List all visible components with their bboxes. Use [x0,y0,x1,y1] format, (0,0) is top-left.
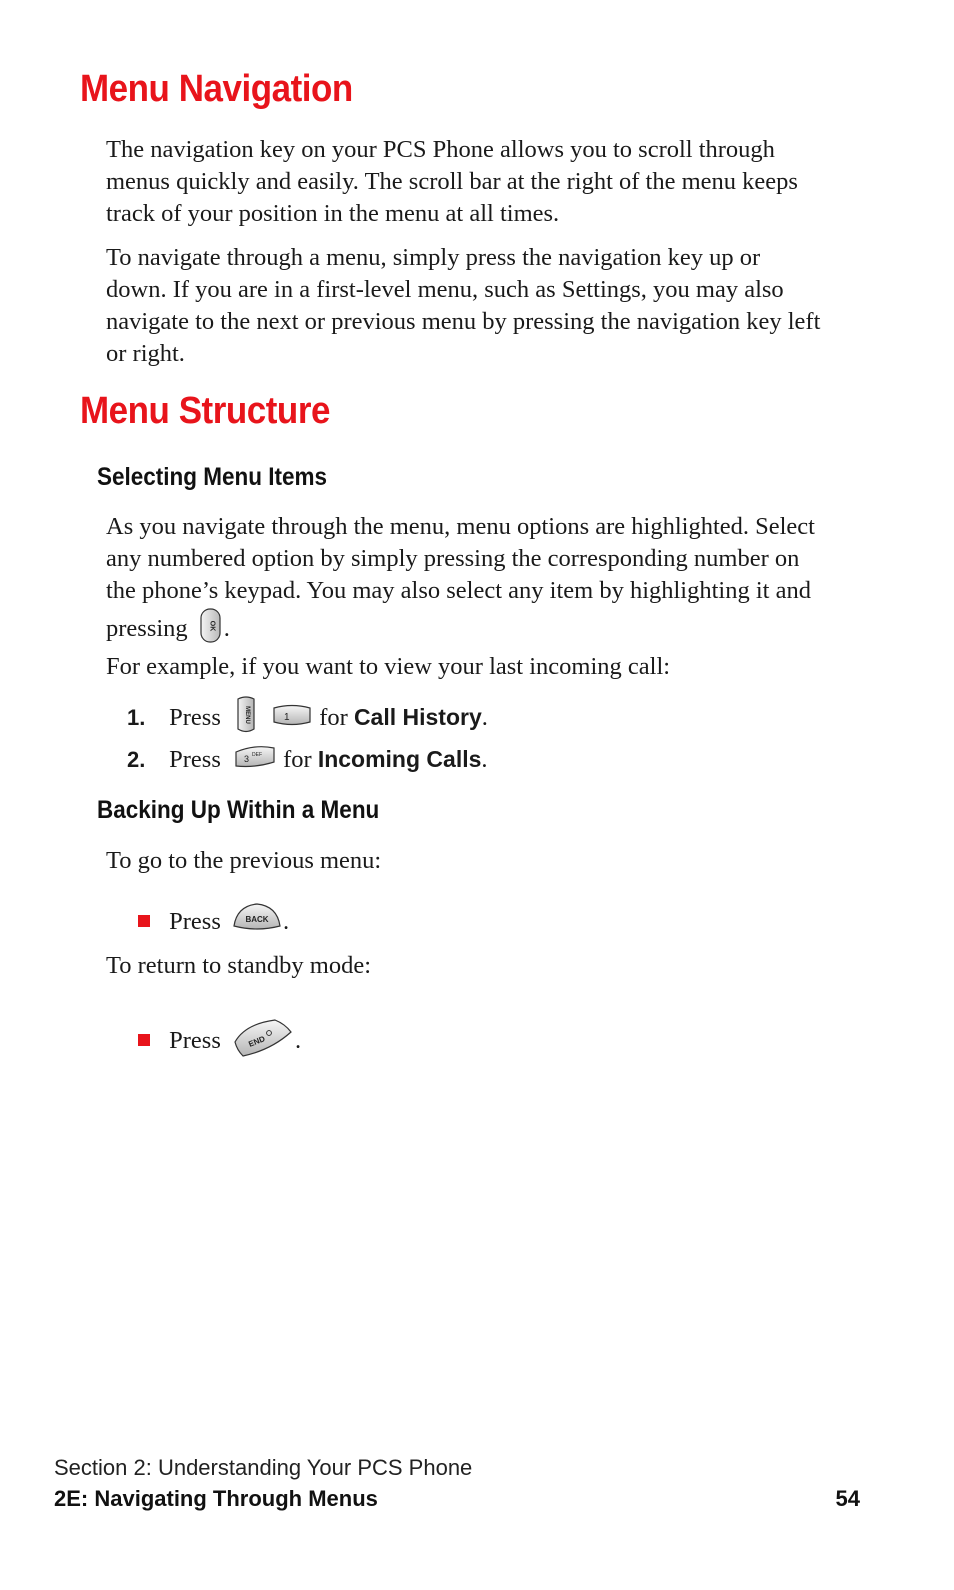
footer-section: Section 2: Understanding Your PCS Phone [54,1455,473,1480]
paragraph-standby: To return to standby mode: [106,952,372,979]
bullet-end-end: . [294,1027,302,1055]
bullet-end-press: Press [169,1027,221,1055]
step-2-for: for [283,746,312,774]
menu-key-icon [233,695,259,744]
step-2-target: Incoming Calls [317,746,482,773]
one-key-icon [271,700,313,739]
paragraph-example: For example, if you want to view your last incoming call: [106,653,671,680]
back-key-label: BACK [245,915,269,924]
selecting-items-end: . [223,615,230,643]
step-2-end: . [481,746,488,774]
subheading-backing-up: Backing Up Within a Menu [97,796,380,824]
step-1-number: 1. [127,705,146,731]
bullet-end [138,1016,301,1069]
heading-menu-navigation: Menu Navigation [80,68,353,110]
ok-key-label: OK [208,620,216,632]
ok-key-icon [198,607,224,654]
step-1-press: Press [169,704,221,732]
bullet-back-press: Press [169,908,221,936]
back-key-icon [231,902,283,945]
three-key-sublabel: DEF [251,752,262,758]
selecting-items-text: As you navigate through the menu, menu options are highlighted. Select any numbered option by simply pressing the corresponding number on the phone’s keypad. You may also select any item by highlighting it and pressing [106,513,815,643]
step-2-press: Press [169,746,221,774]
three-key-icon [233,742,277,781]
end-key-icon [231,1016,295,1069]
paragraph-selecting-items [106,511,826,654]
three-key-label: 3 [243,754,249,764]
footer-chapter: 2E: Navigating Through Menus [54,1486,378,1511]
step-1-target: Call History [353,704,482,731]
step-1 [127,695,488,744]
step-2 [127,742,488,781]
subheading-selecting-menu-items: Selecting Menu Items [97,463,328,491]
step-2-number: 2. [127,747,146,773]
paragraph-navigation-key: The navigation key on your PCS Phone allows you to scroll through menus quickly and easily. The scroll bar at the right of the menu keeps track of your position in the menu at all times. [106,136,798,227]
bullet-back [138,902,289,945]
step-1-for: for [319,704,348,732]
page-number: 54 [835,1486,860,1511]
bullet-back-end: . [282,908,290,936]
end-key-label: END [247,1034,267,1049]
step-1-end: . [481,704,488,732]
paragraph-previous-menu: To go to the previous menu: [106,847,382,874]
one-key-label: 1 [284,712,290,723]
heading-menu-structure: Menu Structure [80,390,330,432]
bullet-marker [138,1034,150,1046]
paragraph-navigate-menu: To navigate through a menu, simply press the navigation key up or down. If you are in a first-level menu, such as Settings, you may also navigate to the next or previous menu by pressing the navigation key left or right. [106,244,821,367]
bullet-marker [138,915,150,927]
menu-key-label: MENU [243,706,250,724]
